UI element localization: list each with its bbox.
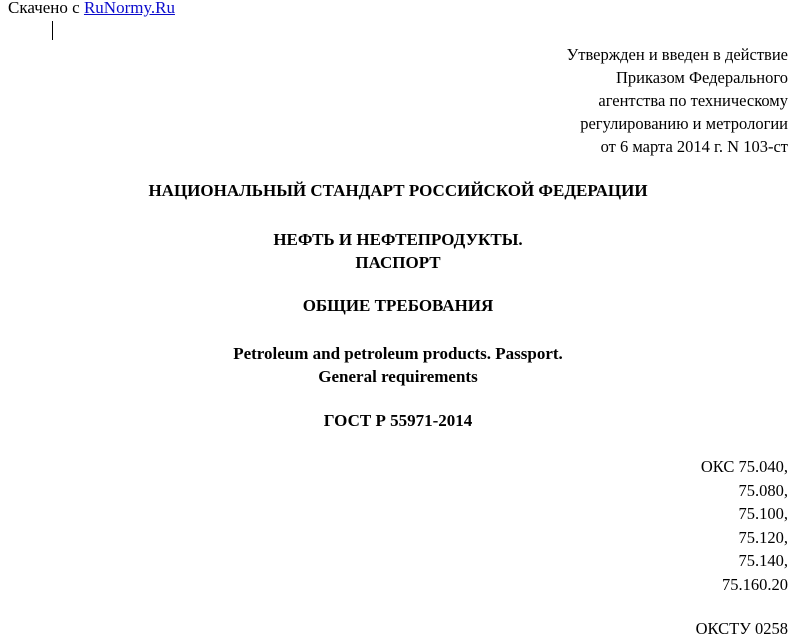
approval-line: агентства по техническому xyxy=(598,91,788,110)
okstu-code: ОКСТУ 0258 xyxy=(695,619,788,638)
english-title-line: Petroleum and petroleum products. Passport. xyxy=(233,344,563,363)
approval-line: Утвержден и введен в действие xyxy=(566,45,788,64)
approval-block xyxy=(567,43,788,158)
national-standard-title: НАЦИОНАЛЬНЫЙ СТАНДАРТ РОССИЙСКОЙ ФЕДЕРАЦИИ xyxy=(148,181,648,200)
english-title-line: General requirements xyxy=(318,367,478,386)
approval-line: регулированию и метрологии xyxy=(580,114,788,133)
oks-line: 75.080, xyxy=(738,480,788,500)
product-title xyxy=(0,228,790,274)
approval-line: от 6 марта 2014 г. N 103-ст xyxy=(600,137,788,156)
runormy-link[interactable]: RuNormy.Ru xyxy=(83,0,175,17)
oks-classification xyxy=(701,455,788,596)
standard-code: ГОСТ Р 55971-2014 xyxy=(323,411,473,430)
english-title xyxy=(0,342,790,388)
oks-line: ОКС 75.040, xyxy=(700,457,788,476)
oks-line: 75.160.20 xyxy=(722,574,788,594)
oks-line: 75.120, xyxy=(738,527,788,547)
text-cursor xyxy=(52,21,53,40)
product-title-line: ПАСПОРТ xyxy=(355,253,441,272)
source-prefix: Скачено с xyxy=(8,0,80,17)
product-title-line: НЕФТЬ И НЕФТЕПРОДУКТЫ. xyxy=(273,230,523,249)
oks-line: 75.100, xyxy=(738,504,788,523)
approval-line: Приказом Федерального xyxy=(615,68,788,87)
requirements-title: ОБЩИЕ ТРЕБОВАНИЯ xyxy=(302,296,494,315)
oks-line: 75.140, xyxy=(738,551,788,570)
source-line xyxy=(8,0,175,19)
